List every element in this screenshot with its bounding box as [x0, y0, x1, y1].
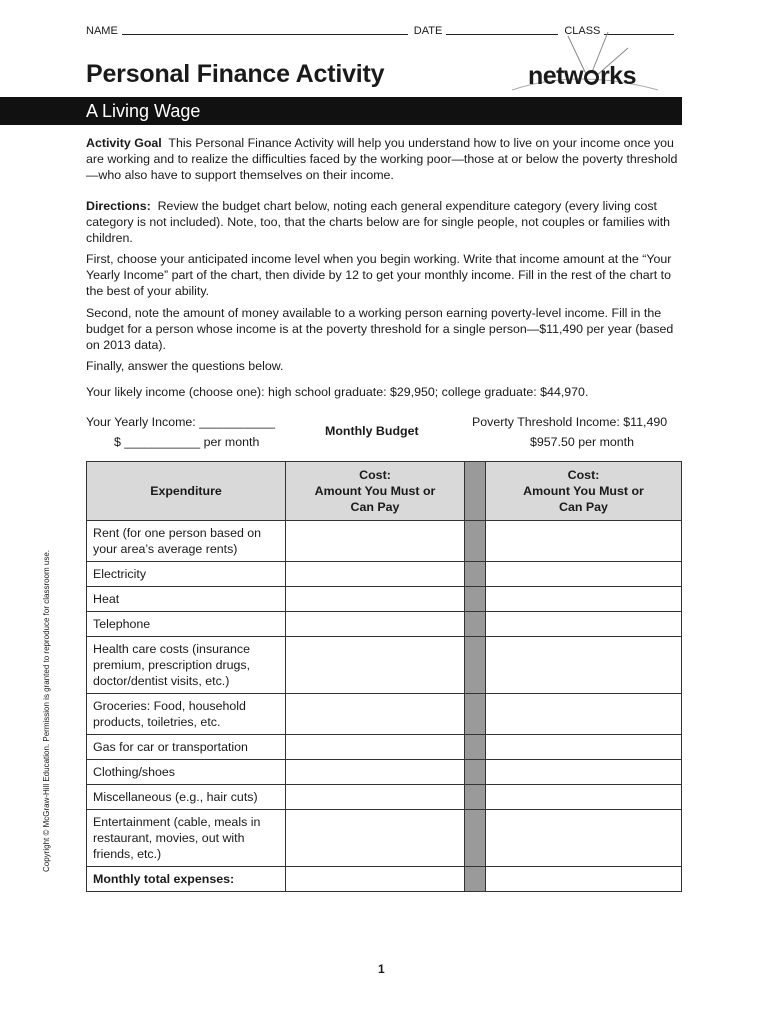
total-you-cell[interactable]	[286, 867, 465, 892]
yearly-income-label[interactable]: Your Yearly Income: ___________	[86, 415, 275, 429]
paragraph-first: First, choose your anticipated income level when you begin working. Write that income amount at the “Your Yearly Income” part of the chart, then divide by 12 to get your monthly income. Fill in the rest of the chart to the best of your ability.	[86, 252, 672, 298]
divider-cell	[465, 867, 486, 892]
activity-goal-label: Activity Goal	[86, 136, 162, 150]
divider-cell	[465, 521, 486, 562]
expenditure-cell: Telephone	[87, 612, 286, 637]
cost-poverty-cell[interactable]	[486, 785, 682, 810]
subtitle-banner: A Living Wage	[0, 97, 682, 125]
directions-text: Review the budget chart below, noting each general expenditure category (every living cost category is not included). Note, too, that the charts below are for single people, not couples or families with children.	[86, 199, 671, 245]
cost-poverty-header: Cost: Amount You Must or Can Pay	[486, 462, 682, 521]
budget-table	[86, 461, 682, 892]
cost-poverty-cell[interactable]	[486, 562, 682, 587]
table-row	[87, 735, 682, 760]
expenditure-cell: Miscellaneous (e.g., hair cuts)	[87, 785, 286, 810]
expenditure-cell: Groceries: Food, household products, toiletries, etc.	[87, 694, 286, 735]
table-row	[87, 760, 682, 785]
total-row	[87, 867, 682, 892]
divider-cell	[465, 785, 486, 810]
paragraph-income-choice: Your likely income (choose one): high school graduate: $29,950; college graduate: $44,970.	[86, 385, 589, 399]
table-header-row	[87, 462, 682, 521]
divider-cell	[465, 612, 486, 637]
table-row	[87, 694, 682, 735]
poverty-income-label: Poverty Threshold Income: $11,490	[472, 415, 668, 429]
cost-you-cell[interactable]	[286, 810, 465, 867]
expenditure-cell: Gas for car or transportation	[87, 735, 286, 760]
table-row	[87, 810, 682, 867]
cost-poverty-cell[interactable]	[486, 760, 682, 785]
paragraph-second: Second, note the amount of money available to a working person earning poverty-level income. Fill in the budget for a person whose income is at the poverty threshold for a single person—$11,490 per year (based on 2013 data).	[86, 306, 674, 352]
divider-column-header	[465, 462, 486, 521]
table-row	[87, 612, 682, 637]
page-title: Personal Finance Activity	[86, 60, 385, 88]
cost-poverty-cell[interactable]	[486, 694, 682, 735]
cost-you-header: Cost: Amount You Must or Can Pay	[286, 462, 465, 521]
cost-you-cell[interactable]	[286, 587, 465, 612]
class-label: CLASS	[564, 25, 601, 37]
directions	[86, 198, 684, 246]
cost-you-cell[interactable]	[286, 612, 465, 637]
cost-poverty-cell[interactable]	[486, 521, 682, 562]
networks-logo: netw rks	[528, 62, 636, 90]
expenditure-cell: Entertainment (cable, meals in restaurant, movies, out with friends, etc.)	[87, 810, 286, 867]
cost-poverty-cell[interactable]	[486, 637, 682, 694]
cost-you-cell[interactable]	[286, 521, 465, 562]
expenditure-cell: Clothing/shoes	[87, 760, 286, 785]
divider-cell	[465, 587, 486, 612]
divider-cell	[465, 694, 486, 735]
divider-cell	[465, 760, 486, 785]
expenditure-cell: Heat	[87, 587, 286, 612]
copyright-notice: Copyright © McGraw-Hill Education. Permission is granted to reproduce for classroom use.	[42, 549, 51, 872]
cost-you-cell[interactable]	[286, 785, 465, 810]
table-row	[87, 521, 682, 562]
date-label: DATE	[413, 25, 443, 37]
name-label: NAME	[86, 25, 118, 37]
total-label-cell: Monthly total expenses:	[87, 867, 286, 892]
cost-you-cell[interactable]	[286, 694, 465, 735]
expenditure-header: Expenditure	[87, 462, 286, 521]
table-row	[87, 637, 682, 694]
cost-poverty-cell[interactable]	[486, 587, 682, 612]
divider-cell	[465, 637, 486, 694]
expenditure-cell: Rent (for one person based on your area’s average rents)	[87, 521, 286, 562]
cost-you-cell[interactable]	[286, 760, 465, 785]
divider-cell	[465, 562, 486, 587]
activity-goal	[86, 135, 684, 183]
cost-you-cell[interactable]	[286, 637, 465, 694]
name-field[interactable]	[122, 24, 408, 35]
page-number: 1	[378, 962, 385, 976]
expenditure-cell: Health care costs (insurance premium, prescription drugs, doctor/dentist visits, etc.)	[87, 637, 286, 694]
table-row	[87, 562, 682, 587]
cost-you-cell[interactable]	[286, 562, 465, 587]
activity-goal-text: This Personal Finance Activity will help you understand how to live on your income once you are working and to realize the difficulties faced by the working poor—those at or below the poverty threshold—who also have to support themselves on their income.	[86, 136, 678, 182]
cost-poverty-cell[interactable]	[486, 612, 682, 637]
paragraph-finally: Finally, answer the questions below.	[86, 359, 284, 373]
cost-you-cell[interactable]	[286, 735, 465, 760]
cost-poverty-cell[interactable]	[486, 735, 682, 760]
directions-label: Directions:	[86, 199, 151, 213]
poverty-monthly-label: $957.50 per month	[530, 435, 635, 449]
divider-cell	[465, 735, 486, 760]
cost-poverty-cell[interactable]	[486, 810, 682, 867]
logo-ring-icon	[584, 70, 599, 85]
expenditure-cell: Electricity	[87, 562, 286, 587]
monthly-income-line[interactable]: $ ___________ per month	[114, 435, 260, 449]
table-row	[87, 785, 682, 810]
total-poverty-cell[interactable]	[486, 867, 682, 892]
table-row	[87, 587, 682, 612]
monthly-budget-label: Monthly Budget	[325, 424, 419, 438]
divider-cell	[465, 810, 486, 867]
